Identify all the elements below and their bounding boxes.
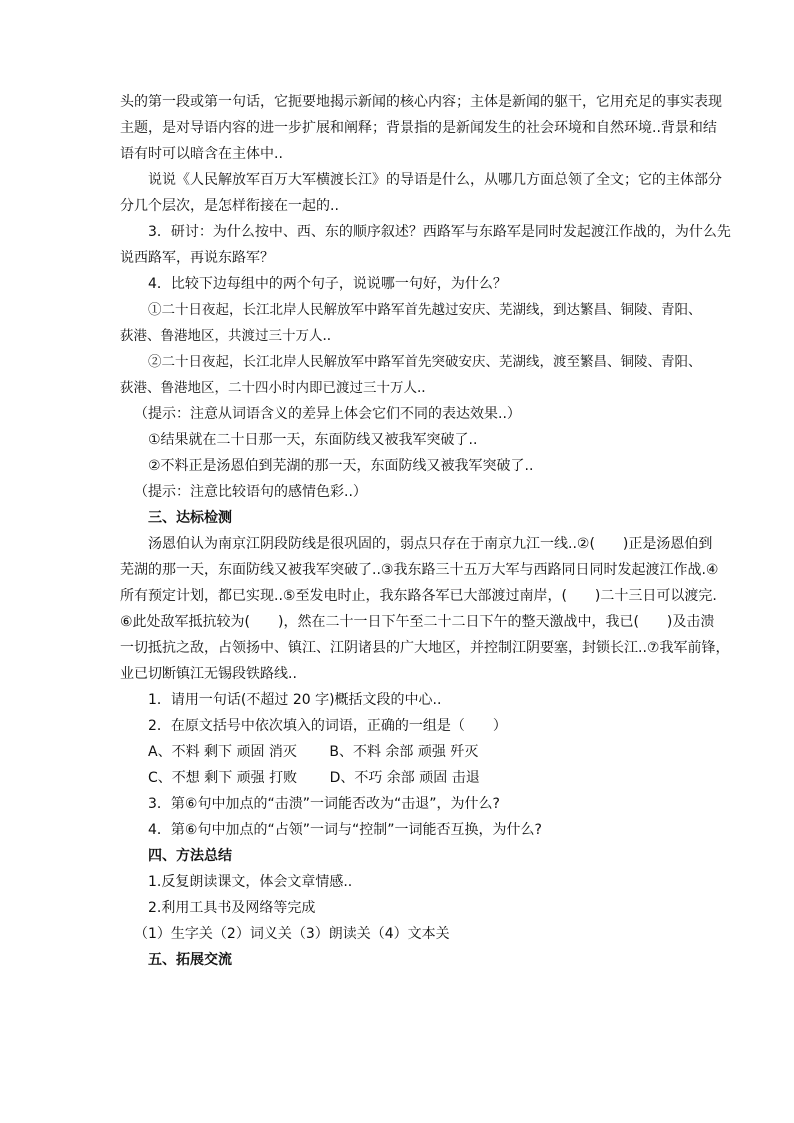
exercise-4: 4．第⑥句中加点的“占领”一词与“控制”一词能否互换，为什么? <box>148 822 542 838</box>
method-2: 2.利用工具书及网络等完成 <box>148 900 316 916</box>
section-heading-4: 四、方法总结 <box>148 848 232 864</box>
hint-2: （提示：注意比较语句的感情色彩..） <box>134 484 367 500</box>
passage-line: 业已切断镇江无锡段铁路线.. <box>120 666 297 682</box>
passage-line: ⑥此处敌军抵抗较为( )，然在二十一日下午至二十二日下午的整天激战中，我已( )及击溃 <box>120 614 715 630</box>
text-line: 头的第一段或第一句话，它扼要地揭示新闻的核心内容；主体是新闻的躯干，它用充足的事实表现 <box>120 94 722 110</box>
method-1: 1.反复朗读课文，体会文章情感.. <box>148 874 353 890</box>
section-heading-5: 五、拓展交流 <box>148 952 232 968</box>
sentence-1a: ①二十日夜起，长江北岸人民解放军中路军首先越过安庆、芜湖线，到达繁昌、铜陵、青阳、 <box>148 302 702 318</box>
text-line: 语有时可以暗含在主体中.. <box>120 146 283 162</box>
passage-line: 一切抵抗之敌，占领扬中、镇江、江阴诸县的广大地区，并控制江阴要塞，封锁长江..⑦我军前锋， <box>120 640 730 656</box>
method-steps: （1）生字关（2）词义关（3）朗读关（4）文本关 <box>134 926 450 942</box>
text-line: 荻港、鲁港地区，共渡过三十万人.. <box>120 328 332 344</box>
text-line: 荻港、鲁港地区，二十四小时内即已渡过三十万人.. <box>120 380 426 396</box>
option-c-d: C、不想 剩下 顽强 打败 D、不巧 余部 顽固 击退 <box>148 770 480 786</box>
section-heading-3: 三、达标检测 <box>148 510 232 526</box>
question-4: 4．比较下边每组中的两个句子，说说哪一句好，为什么？ <box>148 276 507 292</box>
text-line: 说西路军，再说东路军？ <box>120 250 274 266</box>
passage-line: 芜湖的那一天，东面防线又被我军突破了..③我东路三十五万大军与西路同日同时发起渡江作战.④ <box>120 562 719 578</box>
sentence-2b: ②不料正是汤恩伯到芜湖的那一天，东面防线又被我军突破了.. <box>148 458 534 474</box>
question-3: 3．研讨：为什么按中、西、东的顺序叙述？西路军与东路军是同时发起渡江作战的，为什么先 <box>148 224 731 240</box>
passage-line: 汤恩伯认为南京江阴段防线是很巩固的，弱点只存在于南京九江一线..②( )正是汤恩伯到 <box>148 536 713 552</box>
option-a-b: A、不料 剩下 顽固 消灭 B、不料 余部 顽强 歼灭 <box>148 744 479 760</box>
sentence-1b: ①结果就在二十日那一天，东面防线又被我军突破了.. <box>148 432 478 448</box>
hint-1: （提示：注意从词语含义的差异上体会它们不同的表达效果..） <box>134 406 521 422</box>
exercise-2: 2．在原文括号中依次填入的词语，正确的一组是（ ） <box>148 718 507 734</box>
exercise-3: 3．第⑥句中加点的“击溃”一词能否改为“击退”，为什么? <box>148 796 500 812</box>
text-line: 分几个层次，是怎样衔接在一起的.. <box>120 198 339 214</box>
text-line: 说说《人民解放军百万大军横渡长江》的导语是什么，从哪几方面总领了全文；它的主体部分 <box>148 172 722 188</box>
text-line: 主题，是对导语内容的进一步扩展和阐释；背景指的是新闻发生的社会环境和自然环境..背景和结 <box>120 120 717 136</box>
passage-line: 所有预定计划，都已实现..⑤至发电时止，我东路各军已大部渡过南岸，( )二十三日可以渡完. <box>120 588 717 604</box>
exercise-1: 1．请用一句话(不超过 20 字)概括文段的中心.. <box>148 692 442 708</box>
sentence-2a: ②二十日夜起，长江北岸人民解放军中路军首先突破安庆、芜湖线，渡至繁昌、铜陵、青阳、 <box>148 354 702 370</box>
